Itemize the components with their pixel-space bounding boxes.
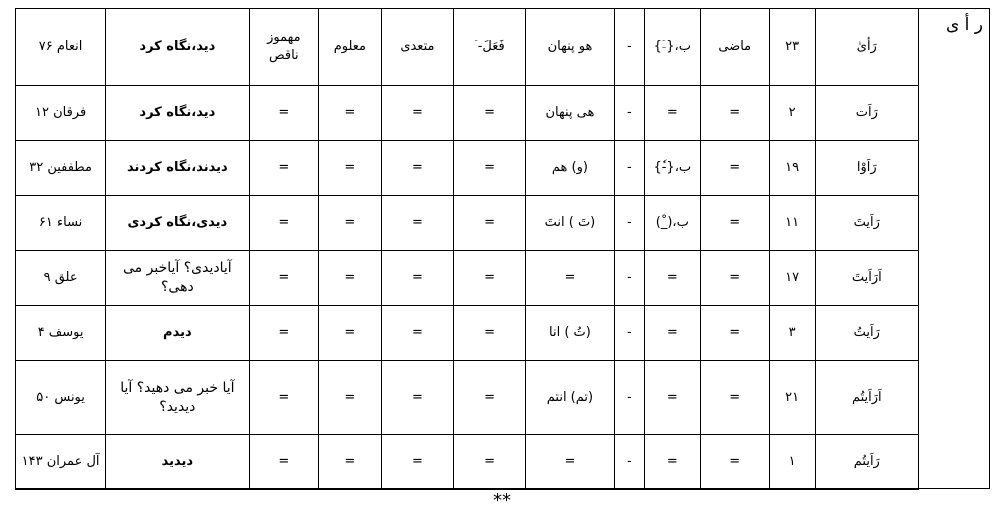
pattern-cell: = <box>454 435 526 490</box>
reference-cell: انعام ۷۶ <box>16 9 106 86</box>
meaning-cell: دید،نگاه کرد <box>106 86 249 141</box>
root-type-cell: = <box>249 251 319 306</box>
reference-cell: آل عمران ۱۴۳ <box>16 435 106 490</box>
root-type-cell: = <box>249 361 319 435</box>
word-cell: رَاَیتُم <box>815 435 918 490</box>
ending-cell: = <box>644 86 700 141</box>
tense-cell: = <box>700 141 769 196</box>
voice-cell: معلوم <box>319 9 381 86</box>
tense-cell: = <box>700 251 769 306</box>
reference-cell: یوسف ۴ <box>16 306 106 361</box>
reference-cell: نساء ۶۱ <box>16 196 106 251</box>
voice-cell: = <box>319 251 381 306</box>
root-letters: ر أ ی <box>945 15 983 35</box>
meaning-cell: دیدند،نگاه کردند <box>106 141 249 196</box>
dash-cell: - <box>614 9 644 86</box>
tense-cell: = <box>700 86 769 141</box>
dash-cell: - <box>614 141 644 196</box>
voice-cell: = <box>319 196 381 251</box>
dash-cell: - <box>614 196 644 251</box>
transitivity-cell: متعدی <box>381 9 454 86</box>
tense-cell: = <box>700 361 769 435</box>
table-row <box>16 306 919 361</box>
count-cell: ۱ <box>769 435 815 490</box>
reference-cell: یونس ۵۰ <box>16 361 106 435</box>
tense-cell: = <box>700 306 769 361</box>
pronoun-cell: (تُ ) انا <box>525 306 614 361</box>
reference-cell: فرقان ۱۲ <box>16 86 106 141</box>
meaning-cell: دیدی،نگاه کردی <box>106 196 249 251</box>
transitivity-cell: = <box>381 196 454 251</box>
table-row <box>16 251 919 306</box>
meaning-cell: دیدم <box>106 306 249 361</box>
table-row <box>16 361 919 435</box>
footer-mark: ** <box>493 490 511 511</box>
pronoun-cell: (تم) انتم <box>525 361 614 435</box>
voice-cell: = <box>319 141 381 196</box>
pronoun-cell: هو پنهان <box>525 9 614 86</box>
root-type-cell: = <box>249 196 319 251</box>
word-cell: رَاَیتُ <box>815 306 918 361</box>
pronoun-cell: = <box>525 435 614 490</box>
root-type-cell: = <box>249 141 319 196</box>
ending-cell: ب،{-ٙ} <box>644 9 700 86</box>
voice-cell: = <box>319 86 381 141</box>
count-cell: ۱۹ <box>769 141 815 196</box>
voice-cell: = <box>319 361 381 435</box>
ending-cell: ب،(_ْ) <box>644 196 700 251</box>
count-cell: ۱۷ <box>769 251 815 306</box>
count-cell: ۱۱ <box>769 196 815 251</box>
root-type-cell: مهموز ناقص <box>249 9 319 86</box>
word-cell: رَاَوْا <box>815 141 918 196</box>
voice-cell: = <box>319 306 381 361</box>
meaning-cell: دیدید <box>106 435 249 490</box>
transitivity-cell: = <box>381 141 454 196</box>
pattern-cell: = <box>454 141 526 196</box>
tense-cell: = <box>700 196 769 251</box>
meaning-cell: آیادیدی؟ آیاخبر می دهی؟ <box>106 251 249 306</box>
word-cell: اَرَاَیتَ <box>815 251 918 306</box>
root-type-cell: = <box>249 86 319 141</box>
dash-cell: - <box>614 435 644 490</box>
meaning-cell: آیا خبر می دهید؟ آیا دیدید؟ <box>106 361 249 435</box>
table-row <box>16 196 919 251</box>
meaning-cell: دید،نگاه کرد <box>106 9 249 86</box>
transitivity-cell: = <box>381 86 454 141</box>
voice-cell: = <box>319 435 381 490</box>
root-column <box>918 8 990 489</box>
transitivity-cell: = <box>381 306 454 361</box>
ending-cell: = <box>644 435 700 490</box>
root-type-cell: = <box>249 306 319 361</box>
dash-cell: - <box>614 306 644 361</box>
dash-cell: - <box>614 251 644 306</box>
word-cell: رَأیٰ <box>815 9 918 86</box>
ending-cell: = <box>644 306 700 361</box>
tense-cell: = <box>700 435 769 490</box>
root-type-cell: = <box>249 435 319 490</box>
pronoun-cell: (و) هم <box>525 141 614 196</box>
word-cell: اَرَاَیتُم <box>815 361 918 435</box>
tense-cell: ماضی <box>700 9 769 86</box>
dash-cell: - <box>614 86 644 141</box>
pattern-cell: = <box>454 306 526 361</box>
pattern-cell: فَعَلَ- ٙ <box>454 9 526 86</box>
ending-cell: ب،{-ٗ} <box>644 141 700 196</box>
ending-cell: = <box>644 361 700 435</box>
pattern-cell: = <box>454 251 526 306</box>
transitivity-cell: = <box>381 361 454 435</box>
transitivity-cell: = <box>381 435 454 490</box>
word-cell: رَاَت <box>815 86 918 141</box>
table-row <box>16 141 919 196</box>
pronoun-cell: هی پنهان <box>525 86 614 141</box>
count-cell: ۲۳ <box>769 9 815 86</box>
pattern-cell: = <box>454 196 526 251</box>
pronoun-cell: = <box>525 251 614 306</box>
transitivity-cell: = <box>381 251 454 306</box>
count-cell: ۳ <box>769 306 815 361</box>
pattern-cell: = <box>454 86 526 141</box>
table-row <box>16 9 919 86</box>
pattern-cell: = <box>454 361 526 435</box>
ending-cell: = <box>644 251 700 306</box>
reference-cell: علق ۹ <box>16 251 106 306</box>
table-row <box>16 435 919 490</box>
reference-cell: مطففین ۳۲ <box>16 141 106 196</box>
dash-cell: - <box>614 361 644 435</box>
table-row <box>16 86 919 141</box>
count-cell: ۲۱ <box>769 361 815 435</box>
count-cell: ۲ <box>769 86 815 141</box>
pronoun-cell: (تَ ) انتَ <box>525 196 614 251</box>
conjugation-table <box>15 8 919 490</box>
word-cell: رَاَیتَ <box>815 196 918 251</box>
